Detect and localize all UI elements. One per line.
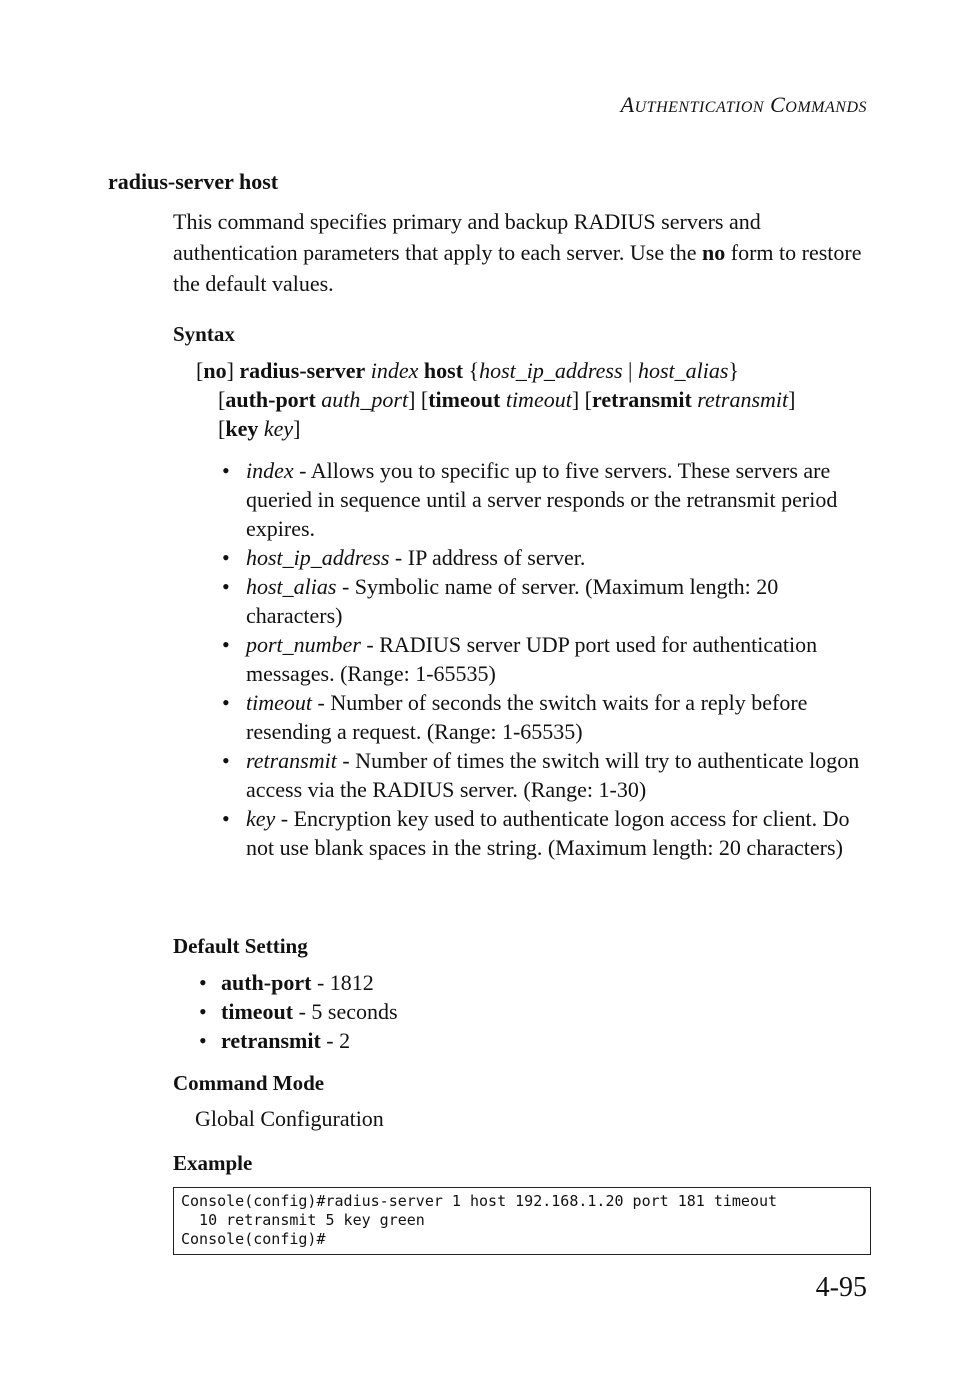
default-item bbox=[196, 968, 696, 997]
param-name: retransmit bbox=[246, 748, 337, 773]
page-number: 4-95 bbox=[815, 1272, 867, 1303]
syntax-timeout: timeout bbox=[428, 387, 501, 412]
param-desc: - Allows you to specific up to five servers. These servers are queried in sequence until a server responds or the retransmit period expires. bbox=[246, 458, 838, 541]
param-desc: - Number of times the switch will try to authenticate logon access via the RADIUS server. (Range: 1-30) bbox=[246, 748, 860, 802]
default-name: retransmit bbox=[221, 1028, 321, 1053]
syntax-host: host bbox=[423, 358, 464, 383]
syntax-timeout-arg: timeout bbox=[505, 387, 572, 412]
default-item bbox=[196, 1026, 696, 1055]
param-name: timeout bbox=[246, 690, 312, 715]
syntax-key: key bbox=[225, 416, 259, 441]
param-item bbox=[218, 543, 868, 572]
header-word-1: UTHENTICATION bbox=[634, 99, 765, 116]
desc-part-1: This command specifies primary and backup RADIUS servers and authentication parameters that apply to each server. Use the bbox=[173, 209, 761, 265]
syntax-line-2: [auth-port auth_port] [timeout timeout] [retransmit retransmit] bbox=[218, 387, 796, 412]
code-line: Console(config)#radius-server 1 host 192.168.1.20 port 181 timeout bbox=[181, 1192, 778, 1210]
desc-part-2: form to restore the default values. bbox=[173, 240, 862, 296]
syntax-host-ip-arg: host_ip_address bbox=[479, 358, 623, 383]
header-initial-c: C bbox=[770, 92, 786, 117]
syntax-auth-port-arg: auth_port bbox=[321, 387, 409, 412]
header-word-2: OMMANDS bbox=[785, 99, 867, 116]
param-desc: - Symbolic name of server. (Maximum length: 20 characters) bbox=[246, 574, 779, 628]
syntax-retransmit: retransmit bbox=[591, 387, 692, 412]
param-desc: - RADIUS server UDP port used for authentication messages. (Range: 1-65535) bbox=[246, 632, 818, 686]
param-item bbox=[218, 456, 868, 543]
command-mode-value: Global Configuration bbox=[195, 1106, 384, 1131]
command-description bbox=[173, 206, 863, 299]
default-value: - 1812 bbox=[311, 970, 374, 995]
param-item bbox=[218, 746, 868, 804]
param-name: index bbox=[246, 458, 294, 483]
header-initial-a: A bbox=[620, 92, 635, 117]
syntax-retransmit-arg: retransmit bbox=[697, 387, 789, 412]
default-value: - 5 seconds bbox=[293, 999, 398, 1024]
example-heading: Example bbox=[173, 1151, 253, 1175]
param-item bbox=[218, 630, 868, 688]
default-setting-heading: Default Setting bbox=[173, 934, 308, 958]
syntax-line-1: [no] radius-server index host {host_ip_address | host_alias} bbox=[196, 358, 739, 383]
param-name: port_number bbox=[246, 632, 361, 657]
default-name: timeout bbox=[221, 999, 294, 1024]
syntax-host-alias-arg: host_alias bbox=[637, 358, 729, 383]
default-setting-list bbox=[196, 968, 696, 1055]
code-line: Console(config)# bbox=[181, 1230, 326, 1248]
command-title: radius-server host bbox=[108, 169, 279, 194]
syntax-heading: Syntax bbox=[173, 322, 235, 346]
param-name: host_alias bbox=[246, 574, 337, 599]
syntax-no: no bbox=[203, 358, 227, 383]
syntax-auth-port: auth-port bbox=[225, 387, 316, 412]
param-desc: - IP address of server. bbox=[389, 545, 586, 570]
syntax-line-3: [key key] bbox=[218, 416, 301, 441]
param-item bbox=[218, 572, 868, 630]
param-item bbox=[218, 804, 868, 862]
desc-no-keyword: no bbox=[702, 240, 726, 265]
parameter-list bbox=[218, 456, 868, 862]
param-name: key bbox=[246, 806, 276, 831]
syntax-cmd: radius-server bbox=[239, 358, 366, 383]
syntax-key-arg: key bbox=[263, 416, 294, 441]
default-name: auth-port bbox=[221, 970, 312, 995]
example-code-block bbox=[173, 1187, 871, 1255]
param-desc: - Number of seconds the switch waits for a reply before resending a request. (Range: 1-65535) bbox=[246, 690, 808, 744]
param-item bbox=[218, 688, 868, 746]
code-line: 10 retransmit 5 key green bbox=[181, 1211, 425, 1229]
param-name: host_ip_address bbox=[246, 545, 390, 570]
default-value: - 2 bbox=[320, 1028, 351, 1053]
command-mode-heading: Command Mode bbox=[173, 1071, 325, 1095]
param-desc: - Encryption key used to authenticate logon access for client. Do not use blank spaces in the string. (Maximum length: 20 characters) bbox=[246, 806, 850, 860]
syntax-block bbox=[196, 356, 876, 443]
running-header bbox=[621, 92, 867, 118]
default-item bbox=[196, 997, 696, 1026]
syntax-index-arg: index bbox=[370, 358, 419, 383]
